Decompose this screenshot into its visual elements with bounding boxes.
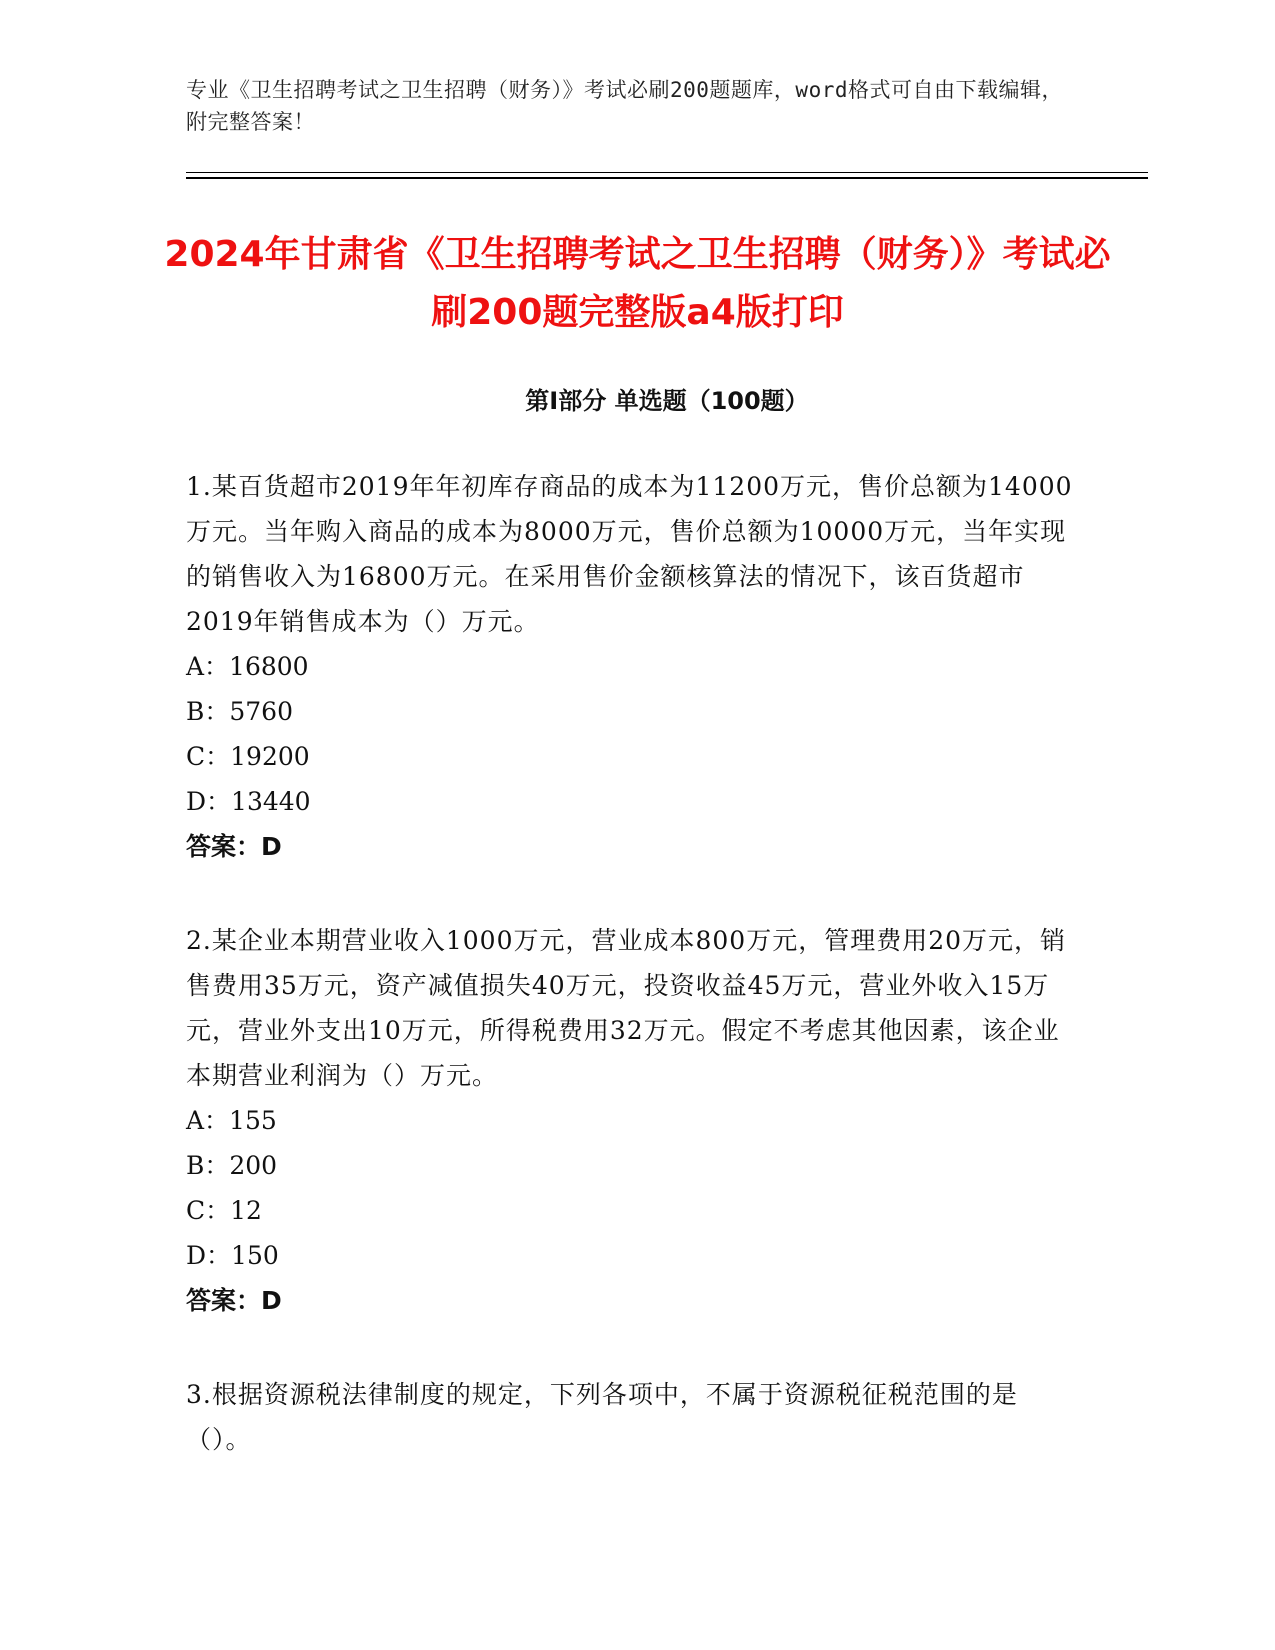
- option-c: C：19200: [186, 742, 310, 771]
- question-1: [186, 464, 1076, 869]
- option-b: B：200: [186, 1151, 278, 1180]
- question-stem: 3.根据资源税法律制度的规定，下列各项中，不属于资源税征税范围的是（）。: [186, 1380, 1018, 1454]
- section-title: 第Ⅰ部分 单选题（100题）: [525, 387, 809, 415]
- question-stem: 1.某百货超市2019年年初库存商品的成本为11200万元，售价总额为14000万元。当年购入商品的成本为8000万元，售价总额为10000万元，当年实现的销售收入为16800万元。在采用售价金额核算法的情况下，该百货超市2019年销售成本为（）万元。: [186, 472, 1073, 636]
- option-b: B：5760: [186, 697, 293, 726]
- header-divider-thin: [186, 172, 1148, 173]
- header-divider-thick: [186, 177, 1148, 179]
- question-stem: 2.某企业本期营业收入1000万元，营业成本800万元，管理费用20万元，销售费用35万元，资产减值损失40万元，投资收益45万元，营业外收入15万元，营业外支出10万元，所得税费用32万元。假定不考虑其他因素，该企业本期营业利润为（）万元。: [186, 926, 1067, 1090]
- option-a: A：155: [186, 1106, 277, 1135]
- option-d: D：150: [186, 1241, 279, 1270]
- option-d: D：13440: [186, 787, 311, 816]
- answer-label: 答案：D: [186, 832, 282, 861]
- document-title: 2024年甘肃省《卫生招聘考试之卫生招聘（财务）》考试必刷200题完整版a4版打印: [164, 234, 1111, 333]
- option-c: C：12: [186, 1196, 262, 1225]
- question-2: [186, 918, 1076, 1323]
- answer-label: 答案：D: [186, 1286, 282, 1315]
- option-a: A：16800: [186, 652, 309, 681]
- header-note: 专业《卫生招聘考试之卫生招聘（财务）》考试必刷200题题库，word格式可自由下载编辑，附完整答案！: [186, 78, 1063, 134]
- question-3: [186, 1372, 1076, 1462]
